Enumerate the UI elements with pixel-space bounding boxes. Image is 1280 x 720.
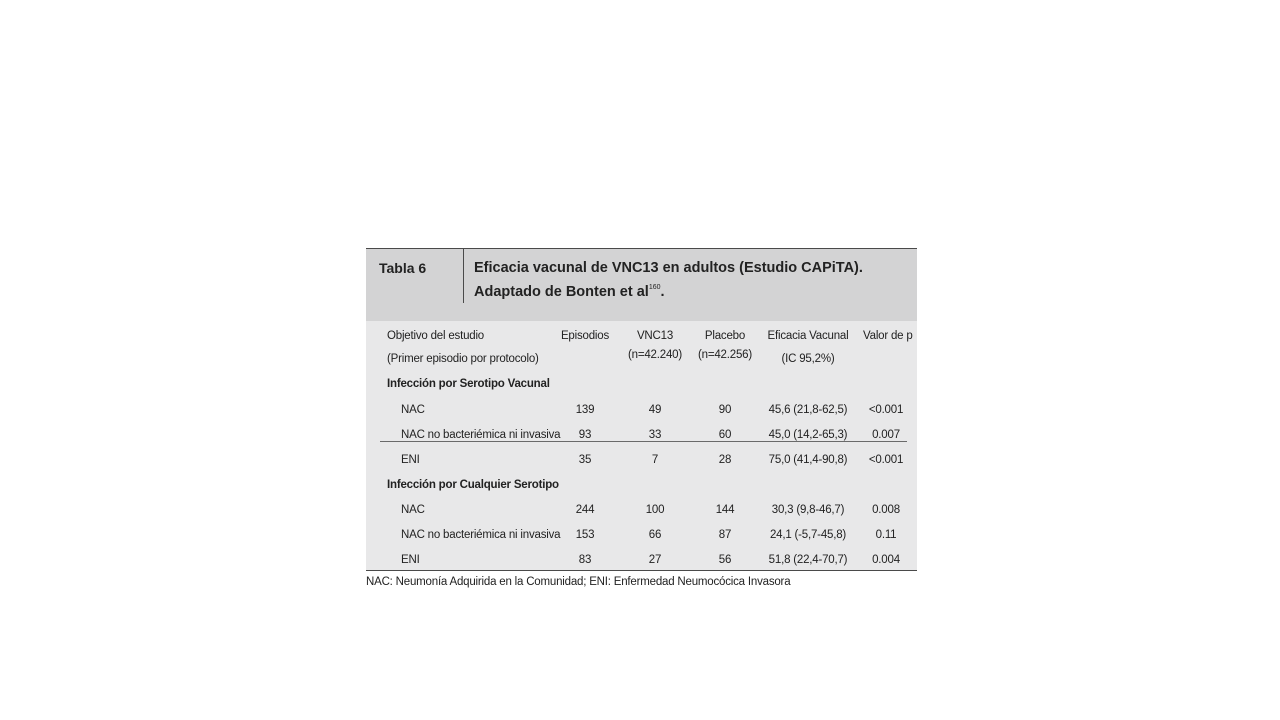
cell-episodes: 35	[578, 454, 592, 466]
cell-pvalue: 0.008	[872, 504, 900, 516]
cell-episodes: 139	[575, 404, 595, 416]
column-header-efficacy: Eficacia Vacunal	[767, 330, 849, 342]
cell-placebo: 90	[718, 404, 732, 416]
cell-pvalue: <0.001	[868, 454, 904, 466]
cell-vnc13: 66	[648, 529, 662, 541]
column-header-pvalue: Valor de p	[863, 330, 913, 342]
row-label: ENI	[401, 554, 420, 566]
column-header-episodes: Episodios	[560, 330, 610, 342]
cell-episodes: 93	[578, 429, 592, 441]
cell-vnc13: 7	[651, 454, 659, 466]
cell-placebo: 87	[718, 529, 732, 541]
cell-vnc13: 100	[645, 504, 665, 516]
cell-placebo: 56	[718, 554, 732, 566]
table-title	[474, 258, 904, 302]
row-label: NAC	[401, 504, 425, 516]
table-body	[366, 321, 917, 571]
cell-placebo: 60	[718, 429, 732, 441]
cell-efficacy: 45,6 (21,8-62,5)	[768, 404, 848, 416]
cell-pvalue: 0.11	[875, 529, 897, 541]
column-header-placebo-n: (n=42.256)	[698, 349, 752, 361]
column-header-vnc13-n: (n=42.240)	[628, 349, 682, 361]
column-header-vnc13: VNC13	[636, 330, 674, 342]
cell-episodes: 153	[575, 529, 595, 541]
table-title-line1: Eficacia vacunal de VNC13 en adultos (Estudio CAPiTA).	[474, 260, 863, 276]
row-label: NAC	[401, 404, 425, 416]
cell-placebo: 28	[718, 454, 732, 466]
table-footnote: NAC: Neumonía Adquirida en la Comunidad; ENI: Enfermedad Neumocócica Invasora	[366, 576, 791, 588]
cell-placebo: 144	[715, 504, 735, 516]
cell-efficacy: 30,3 (9,8-46,7)	[771, 504, 845, 516]
column-header-efficacy-ci: (IC 95,2%)	[781, 353, 835, 365]
table-number: Tabla 6	[379, 260, 427, 276]
group-title-vaccine-serotype: Infección por Serotipo Vacunal	[387, 378, 550, 390]
cell-episodes: 83	[578, 554, 592, 566]
cell-pvalue: 0.007	[872, 429, 900, 441]
table-title-end: .	[660, 284, 665, 300]
row-label: NAC no bacteriémica ni invasiva	[401, 429, 561, 441]
cell-efficacy: 51,8 (22,4-70,7)	[768, 554, 848, 566]
cell-efficacy: 75,0 (41,4-90,8)	[768, 454, 848, 466]
cell-efficacy: 24,1 (-5,7-45,8)	[769, 529, 847, 541]
cell-efficacy: 45,0 (14,2-65,3)	[768, 429, 848, 441]
table-title-reference: 160	[648, 284, 661, 291]
cell-pvalue: 0.004	[872, 554, 900, 566]
column-header-objective-sub: (Primer episodio por protocolo)	[387, 353, 539, 365]
cell-episodes: 244	[575, 504, 595, 516]
cell-vnc13: 49	[648, 404, 662, 416]
group-title-any-serotype: Infección por Cualquier Serotipo	[387, 479, 559, 491]
cell-pvalue: <0.001	[868, 404, 904, 416]
table-title-line2: Adaptado de Bonten et al	[474, 284, 649, 300]
header-divider	[463, 249, 464, 303]
column-header-objective: Objetivo del estudio	[387, 330, 485, 342]
cell-vnc13: 33	[648, 429, 662, 441]
table-header	[366, 248, 917, 321]
column-header-placebo: Placebo	[704, 330, 746, 342]
cell-vnc13: 27	[648, 554, 662, 566]
table-figure	[366, 248, 917, 571]
row-label: NAC no bacteriémica ni invasiva	[401, 529, 561, 541]
row-label: ENI	[401, 454, 420, 466]
